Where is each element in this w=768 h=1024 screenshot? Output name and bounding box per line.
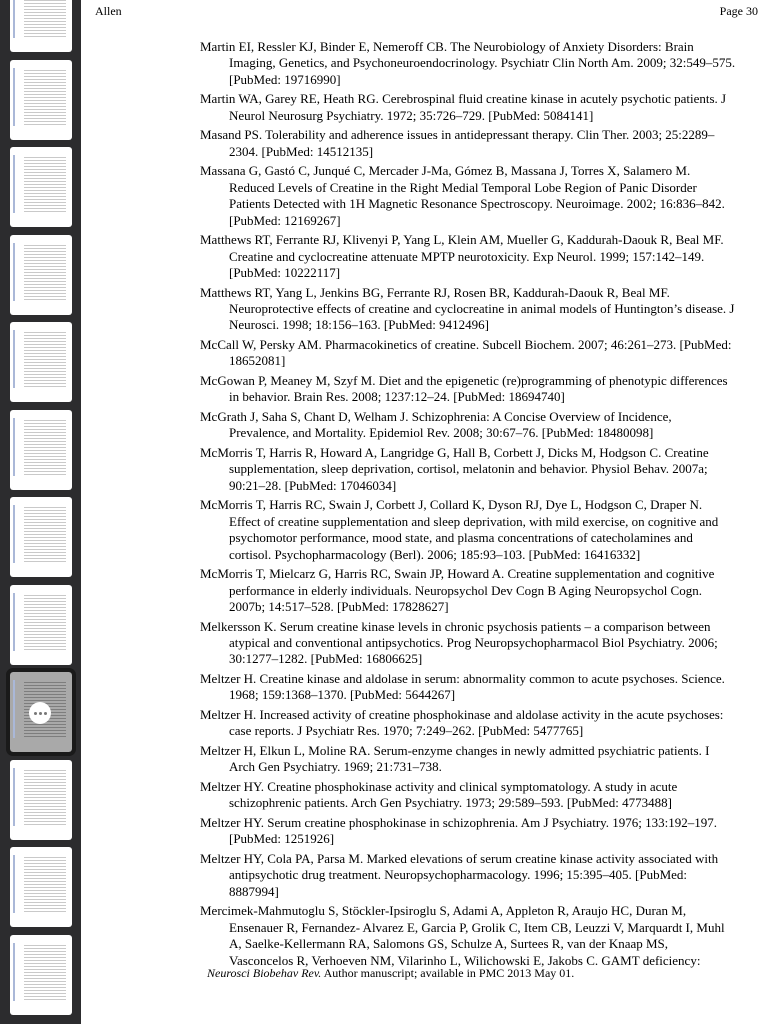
reference-line: atypical and conventional antipsychotics. Prog Neuropsychopharmacol Biol Psychiatry. 2006; — [229, 635, 718, 651]
reference-line: Effect of creatine supplementation and sleep deprivation, with mild exercise, on cognitive and — [229, 513, 719, 529]
page-thumbnail[interactable] — [10, 497, 72, 577]
reference-line: Neurosci. 1998; 18:156–163. [PubMed: 9412496] — [229, 317, 489, 333]
reference-entry — [200, 409, 760, 442]
page-thumbnail[interactable] — [10, 847, 72, 927]
thumbnail-text — [24, 420, 66, 476]
reference-entry — [200, 373, 760, 406]
reference-line: Meltzer H. Creatine kinase and aldolase in serum: abnormality common to acute psychoses. Science. — [200, 671, 725, 687]
reference-entry — [200, 851, 760, 900]
reference-line: McMorris T, Harris R, Howard A, Langridge G, Hall B, Corbett J, Dicks M, Hodgson C. Creatine — [200, 445, 709, 461]
reference-line: 1968; 159:1368–1370. [PubMed: 5644267] — [229, 687, 456, 703]
reference-line: cortisol. Psychopharmacology (Berl). 2006; 185:93–103. [PubMed: 16416332] — [229, 546, 641, 562]
thumbnail-text — [24, 595, 66, 651]
reference-line: Melkersson K. Serum creatine kinase levels in chronic psychosis patients – a comparison between — [200, 618, 711, 634]
line-number-bar — [13, 330, 15, 388]
reference-line: 30:1277–1282. [PubMed: 16806625] — [229, 651, 423, 667]
page-thumbnail[interactable] — [10, 147, 72, 227]
reference-line: Meltzer H, Elkun L, Moline RA. Serum-enzyme changes in newly admitted psychiatric patients. I — [200, 743, 710, 759]
reference-line: Massana G, Gastó C, Junqué C, Mercader J-Ma, Gómez B, Massana J, Torres X, Salamero M. — [200, 163, 691, 179]
line-number-bar — [13, 855, 15, 913]
reference-line: McGrath J, Saha S, Chant D, Welham J. Schizophrenia: A Concise Overview of Incidence, — [200, 409, 672, 425]
page-thumbnail[interactable] — [10, 322, 72, 402]
page-thumbnail[interactable] — [10, 0, 72, 52]
page-footer — [207, 966, 574, 981]
line-number-bar — [13, 155, 15, 213]
reference-entry — [200, 743, 760, 776]
line-number-bar — [13, 768, 15, 826]
reference-entry — [200, 163, 760, 229]
reference-entry — [200, 566, 760, 615]
thumbnail-text — [24, 245, 66, 301]
line-number-bar — [13, 593, 15, 651]
reference-line: A, Saelke-Kellermann RA, Salomons GS, Schulze A, Surtees R, van der Knaap MS, — [229, 936, 669, 952]
reference-entry — [200, 445, 760, 494]
thumbnail-text — [24, 945, 66, 1001]
thumbnail-text — [24, 157, 66, 213]
reference-line: 18652081] — [229, 353, 286, 369]
thumbnail-text — [24, 0, 66, 38]
reference-line: Patients Detected with 1H Magnetic Resonance Spectroscopy. Neuroimage. 2002; 16:836–842. — [229, 196, 725, 212]
line-number-bar — [13, 680, 15, 738]
reference-line: Reduced Levels of Creatine in the Right Medial Temporal Lobe Region of Panic Disorder — [229, 179, 697, 195]
page-thumbnail[interactable] — [10, 760, 72, 840]
thumbnail-sidebar[interactable] — [0, 0, 81, 1024]
thumbnail-text — [24, 770, 66, 826]
reference-entry — [200, 232, 760, 281]
reference-line: Vasconcelos R, Verhoeven NM, Vilarinho L, Wilichowski E, Jakobs C. GAMT deficiency: — [229, 952, 701, 968]
reference-entry — [200, 815, 760, 848]
reference-line: psychomotor performance, mood state, and plasma concentrations of catecholamines and — [229, 530, 693, 546]
reference-line: Neuroprotective effects of creatine and cyclocreatine in animal models of Huntington’s disease. J — [229, 301, 735, 317]
reference-entry — [200, 671, 760, 704]
thumbnail-text — [24, 332, 66, 388]
reference-line: Arch Gen Psychiatry. 1969; 21:731–738. — [229, 759, 442, 775]
reference-entry — [200, 127, 760, 160]
reference-entry — [200, 337, 760, 370]
reference-line: case reports. J Psychiatr Res. 1970; 7:249–262. [PubMed: 5477765] — [229, 723, 584, 739]
page-thumbnail[interactable] — [10, 60, 72, 140]
footer-note: Author manuscript; available in PMC 2013 May 01. — [321, 966, 575, 980]
reference-line: McMorris T, Harris RC, Swain J, Corbett J, Collard K, Dyson RJ, Dye L, Hodgson C, Draper N. — [200, 497, 703, 513]
reference-line: in behavior. Brain Res. 2008; 1237:12–24. [PubMed: 18694740] — [229, 389, 565, 405]
reference-line: Martin EI, Ressler KJ, Binder E, Nemeroff CB. The Neurobiology of Anxiety Disorders: Brain — [200, 39, 694, 54]
line-number-bar — [13, 943, 15, 1001]
page-thumbnail[interactable] — [10, 235, 72, 315]
reference-entry — [200, 497, 760, 563]
thumbnail-text — [24, 507, 66, 563]
reference-line: Martin WA, Garey RE, Heath RG. Cerebrospinal fluid creatine kinase in acutely psychotic patients. J — [200, 91, 727, 107]
reference-line: Meltzer HY. Creatine phosphokinase activity and clinical symptomatology. A study in acute — [200, 779, 678, 795]
reference-line: 90:21–28. [PubMed: 17046034] — [229, 477, 397, 493]
reference-line: McMorris T, Mielcarz G, Harris RC, Swain JP, Howard A. Creatine supplementation and cognitive — [200, 566, 715, 582]
reference-line: [PubMed: 1251926] — [229, 831, 335, 847]
reference-line: Meltzer H. Increased activity of creatine phosphokinase and aldolase activity in the acute psychoses: — [200, 707, 724, 723]
reference-line: Mercimek-Mahmutoglu S, Stöckler-Ipsiroglu S, Adami A, Appleton R, Araujo HC, Duran M, — [200, 903, 687, 919]
reference-line: McGowan P, Meaney M, Szyf M. Diet and the epigenetic (re)programming of phenotypic differences — [200, 373, 728, 389]
reference-line: Ensenauer R, Fernandez- Alvarez E, Garcia P, Grolik C, Item CB, Leuzzi V, Marquardt I, Muhl — [229, 919, 725, 935]
reference-line: Masand PS. Tolerability and adherence issues in antidepressant therapy. Clin Ther. 2003; 25:2289– — [200, 127, 715, 143]
reference-line: Creatine and cyclocreatine attenuate MPTP neurotoxicity. Exp Neurol. 1999; 157:142–149. — [229, 248, 705, 264]
reference-entry — [200, 707, 760, 740]
reference-entry — [200, 285, 760, 334]
reference-line: Neurol Neurosurg Psychiatry. 1972; 35:726–729. [PubMed: 5084141] — [229, 107, 594, 123]
reference-line: schizophrenic patients. Arch Gen Psychiatry. 1973; 29:589–593. [PubMed: 4773488] — [229, 795, 672, 811]
running-header-author: Allen — [95, 4, 122, 18]
line-number-bar — [13, 418, 15, 476]
thumbnail-text — [24, 70, 66, 126]
line-number-bar — [13, 68, 15, 126]
reference-entry — [200, 903, 760, 969]
page-number: Page 30 — [719, 4, 758, 18]
reference-entry — [200, 779, 760, 812]
line-number-bar — [13, 243, 15, 301]
page-thumbnail[interactable] — [10, 672, 72, 752]
reference-entry — [200, 91, 760, 124]
reference-line: Imaging, Genetics, and Psychoneuroendocrinology. Psychiatr Clin North Am. 2009; 32:549–575. — [229, 55, 736, 71]
page-thumbnail[interactable] — [10, 585, 72, 665]
reference-line: 2304. [PubMed: 14512135] — [229, 143, 374, 159]
reference-line: 8887994] — [229, 883, 279, 899]
reference-entry — [200, 39, 760, 88]
line-number-bar — [13, 505, 15, 563]
footer-journal: Neurosci Biobehav Rev. — [207, 966, 322, 980]
reference-line: Matthews RT, Yang L, Jenkins BG, Ferrante RJ, Rosen BR, Kaddurah-Daouk R, Beal MF. — [200, 284, 670, 300]
reference-line: McCall W, Persky AM. Pharmacokinetics of creatine. Subcell Biochem. 2007; 46:261–273. [PubMed: — [200, 337, 732, 353]
reference-line: 2007b; 14:517–528. [PubMed: 17828627] — [229, 599, 449, 615]
reference-line: Meltzer HY, Cola PA, Parsa M. Marked elevations of serum creatine kinase activity associated with — [200, 851, 719, 867]
page-thumbnail[interactable] — [10, 935, 72, 1015]
page-thumbnail[interactable] — [10, 410, 72, 490]
ellipsis-icon[interactable] — [29, 702, 51, 724]
reference-entry — [200, 619, 760, 668]
reference-line: Matthews RT, Ferrante RJ, Klivenyi P, Yang L, Klein AM, Mueller G, Kaddurah-Daouk R, Beal MF. — [200, 232, 724, 248]
reference-line: Prevalence, and Mortality. Epidemiol Rev. 2008; 30:67–76. [PubMed: 18480098] — [229, 425, 654, 441]
reference-line: antipsychotic drug treatment. Neuropsychopharmacology. 1996; 15:395–405. [PubMed: — [229, 867, 688, 883]
reference-line: [PubMed: 10222117] — [229, 265, 341, 281]
reference-line: [PubMed: 12169267] — [229, 212, 341, 228]
thumbnail-text — [24, 857, 66, 913]
reference-line: Meltzer HY. Serum creatine phosphokinase in schizophrenia. Am J Psychiatry. 1976; 133:192–197. — [200, 815, 718, 831]
line-number-bar — [13, 0, 15, 38]
reference-line: [PubMed: 19716990] — [229, 71, 341, 87]
reference-line: performance in elderly individuals. Neuropsychol Dev Cogn B Aging Neuropsychol Cogn. — [229, 582, 702, 598]
reference-list — [200, 39, 760, 972]
reference-line: supplementation, sleep deprivation, cortisol, melatonin and behavior. Physiol Behav. 2007a; — [229, 461, 708, 477]
